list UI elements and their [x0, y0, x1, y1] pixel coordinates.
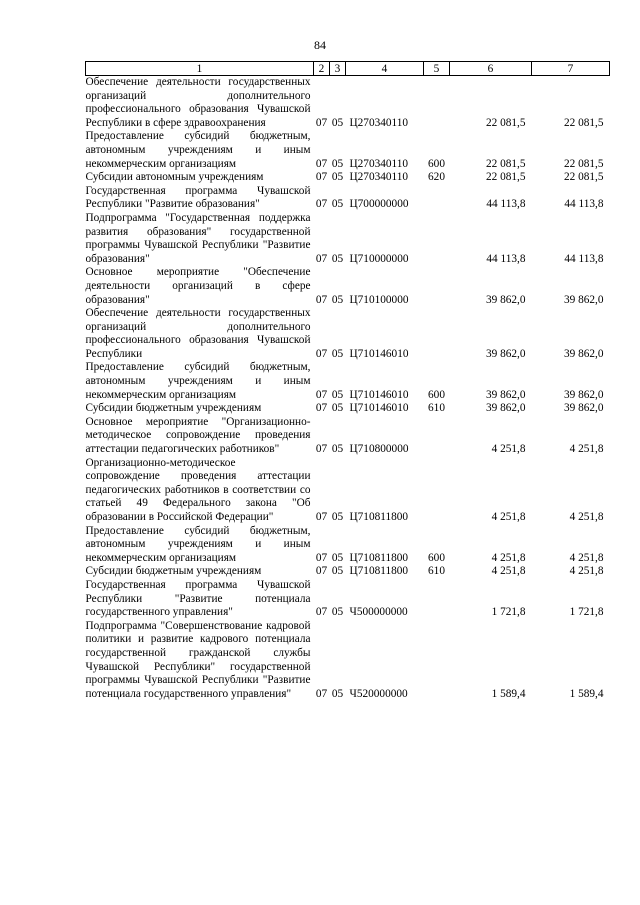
row-name: Обеспечение деятельности государственных организаций дополнительного профессионального образования Чувашской Республики в сфере здравоохранения	[85, 76, 311, 129]
row-name: Государственная программа Чувашской Республики "Развитие образования"	[85, 184, 311, 211]
row-name: Подпрограмма "Государственная поддержка развития образования" государственной программы Чувашской Республики "Развитие образования"	[85, 211, 311, 265]
row-subsection: 05	[331, 388, 344, 401]
row-target-code: Ц710811800	[349, 565, 409, 578]
row-section: 07	[315, 402, 328, 415]
row-expense-type: 610	[428, 402, 445, 415]
row-amount-2: 4 251,8	[569, 511, 604, 523]
row-expense-type	[424, 212, 450, 266]
row-amount-1: 44 113,8	[486, 198, 526, 211]
table-row	[86, 307, 610, 361]
row-subsection: 05	[331, 551, 344, 564]
row-amount-2: 4 251,8	[569, 443, 604, 456]
header-row	[86, 62, 610, 76]
row-section: 07	[315, 565, 328, 578]
row-amount-1: 22 081,5	[485, 171, 526, 184]
row-subsection: 05	[331, 198, 344, 211]
row-section: 07	[315, 687, 328, 700]
row-subsection: 05	[331, 511, 344, 523]
row-amount-2: 39 862,0	[563, 388, 604, 401]
row-section: 07	[315, 606, 328, 619]
row-expense-type: 620	[428, 171, 445, 184]
row-section: 07	[315, 511, 328, 523]
table-row	[86, 402, 610, 416]
row-subsection: 05	[331, 443, 344, 456]
column-header-4: 4	[346, 62, 424, 76]
row-subsection: 05	[331, 606, 344, 619]
row-section: 07	[315, 157, 328, 170]
row-section: 07	[315, 198, 328, 211]
row-amount-1: 1 721,8	[491, 606, 526, 619]
row-target-code: Ц710800000	[349, 443, 409, 456]
row-target-code: Ч520000000	[349, 687, 408, 700]
row-section: 07	[315, 252, 328, 265]
table-row	[86, 416, 610, 457]
row-target-code: Ц710000000	[349, 252, 409, 265]
table-row	[86, 620, 610, 702]
row-amount-2: 39 862,0	[563, 347, 604, 360]
row-amount-1: 22 081,5	[485, 157, 526, 170]
row-amount-1: 1 589,4	[491, 687, 526, 700]
row-subsection: 05	[331, 402, 344, 415]
table-row	[86, 525, 610, 566]
row-expense-type	[424, 185, 450, 212]
table-row	[86, 579, 610, 620]
column-header-2: 2	[314, 62, 330, 76]
row-subsection: 05	[331, 565, 344, 578]
column-header-6: 6	[450, 62, 532, 76]
row-subsection: 05	[331, 116, 344, 129]
row-section: 07	[315, 388, 328, 401]
table-row	[86, 457, 610, 525]
row-name: Подпрограмма "Совершенствование кадровой политики и развитие кадрового потенциала государственной гражданской службы Чувашской Республики" государственной программы Чувашской Республики "Развитие потенциала государственного управления"	[85, 619, 311, 700]
row-name: Государственная программа Чувашской Республики "Развитие потенциала государственного управления"	[85, 578, 311, 619]
row-expense-type	[424, 76, 450, 131]
row-name: Основное мероприятие "Обеспечение деятельности организаций в сфере образования"	[85, 266, 311, 306]
row-expense-type	[424, 266, 450, 307]
row-target-code: Ц710146010	[349, 402, 409, 415]
row-section: 07	[315, 347, 328, 360]
row-expense-type: 600	[428, 551, 445, 564]
column-header-3: 3	[330, 62, 346, 76]
row-expense-type	[424, 620, 450, 702]
table-row	[86, 361, 610, 402]
row-expense-type	[424, 416, 450, 457]
table-row	[86, 185, 610, 212]
table-row	[86, 171, 610, 185]
row-target-code: Ц710811800	[349, 551, 409, 564]
row-amount-2: 22 081,5	[563, 116, 604, 129]
row-section: 07	[315, 551, 328, 564]
row-target-code: Ц710146010	[349, 347, 409, 360]
row-amount-1: 4 251,8	[491, 511, 526, 523]
table-row	[86, 212, 610, 266]
table-row	[86, 130, 610, 171]
row-name: Субсидии бюджетным учреждениям	[85, 565, 262, 578]
row-target-code: Ц270340110	[349, 171, 409, 184]
row-expense-type: 600	[428, 157, 445, 170]
row-subsection: 05	[331, 171, 344, 184]
row-section: 07	[315, 171, 328, 184]
row-amount-1: 39 862,0	[485, 293, 526, 306]
row-subsection: 05	[331, 157, 344, 170]
row-name: Организационно-методическое сопровождение проведения аттестации педагогических работников в соответствии со статьей 49 Федерального закона "Об образовании в Российской Федерации"	[85, 456, 311, 523]
row-section: 07	[315, 293, 328, 306]
row-name: Предоставление субсидий бюджетным, автономным учреждениям и иным некоммерческим организациям	[85, 361, 311, 401]
row-amount-2: 39 862,0	[563, 293, 604, 306]
row-amount-2: 4 251,8	[569, 551, 604, 564]
row-amount-2: 1 721,8	[569, 606, 604, 619]
row-amount-1: 44 113,8	[486, 252, 526, 265]
table-row	[86, 76, 610, 131]
row-subsection: 05	[331, 347, 344, 360]
row-target-code: Ц710146010	[349, 388, 409, 401]
row-amount-1: 39 862,0	[485, 347, 526, 360]
row-name: Обеспечение деятельности государственных организаций дополнительного профессионального образования Чувашской Республики	[85, 307, 311, 360]
row-amount-2: 22 081,5	[563, 171, 604, 184]
row-name: Основное мероприятие "Организационно-методическое сопровождение проведения аттестации педагогических работников"	[85, 415, 311, 456]
row-target-code: Ц270340110	[349, 116, 409, 129]
row-name: Предоставление субсидий бюджетным, автономным учреждениям и иным некоммерческим организациям	[85, 130, 311, 170]
row-amount-2: 1 589,4	[569, 687, 604, 700]
column-header-5: 5	[424, 62, 450, 76]
row-expense-type: 610	[428, 565, 445, 578]
row-subsection: 05	[331, 252, 344, 265]
row-expense-type	[424, 579, 450, 620]
table-row	[86, 266, 610, 307]
table-row	[86, 565, 610, 579]
column-header-1: 1	[86, 62, 314, 76]
row-target-code: Ч500000000	[349, 606, 408, 619]
row-expense-type: 600	[428, 388, 445, 401]
budget-table	[85, 61, 610, 701]
row-name: Субсидии автономным учреждениям	[85, 171, 264, 184]
row-subsection: 05	[331, 687, 344, 700]
row-target-code: Ц700000000	[349, 198, 409, 211]
row-amount-1: 39 862,0	[485, 402, 526, 415]
row-target-code: Ц270340110	[349, 157, 409, 170]
row-name: Предоставление субсидий бюджетным, автономным учреждениям и иным некоммерческим организациям	[85, 524, 311, 564]
row-amount-2: 44 113,8	[564, 252, 604, 265]
row-subsection: 05	[331, 293, 344, 306]
page-number: 84	[314, 38, 326, 52]
row-expense-type	[424, 307, 450, 361]
row-amount-2: 4 251,8	[569, 565, 604, 578]
row-amount-2: 22 081,5	[563, 157, 604, 170]
table-body	[86, 76, 610, 702]
row-section: 07	[315, 116, 328, 129]
row-amount-2: 39 862,0	[563, 402, 604, 415]
column-header-7: 7	[532, 62, 610, 76]
row-name: Субсидии бюджетным учреждениям	[85, 402, 262, 415]
row-amount-1: 4 251,8	[491, 551, 526, 564]
row-amount-1: 39 862,0	[485, 388, 526, 401]
row-amount-1: 4 251,8	[491, 443, 526, 456]
row-expense-type	[424, 457, 450, 525]
row-amount-2: 44 113,8	[564, 198, 604, 211]
row-target-code: Ц710100000	[349, 293, 409, 306]
row-amount-1: 22 081,5	[485, 116, 526, 129]
row-section: 07	[315, 443, 328, 456]
row-amount-1: 4 251,8	[491, 565, 526, 578]
row-target-code: Ц710811800	[349, 511, 409, 523]
